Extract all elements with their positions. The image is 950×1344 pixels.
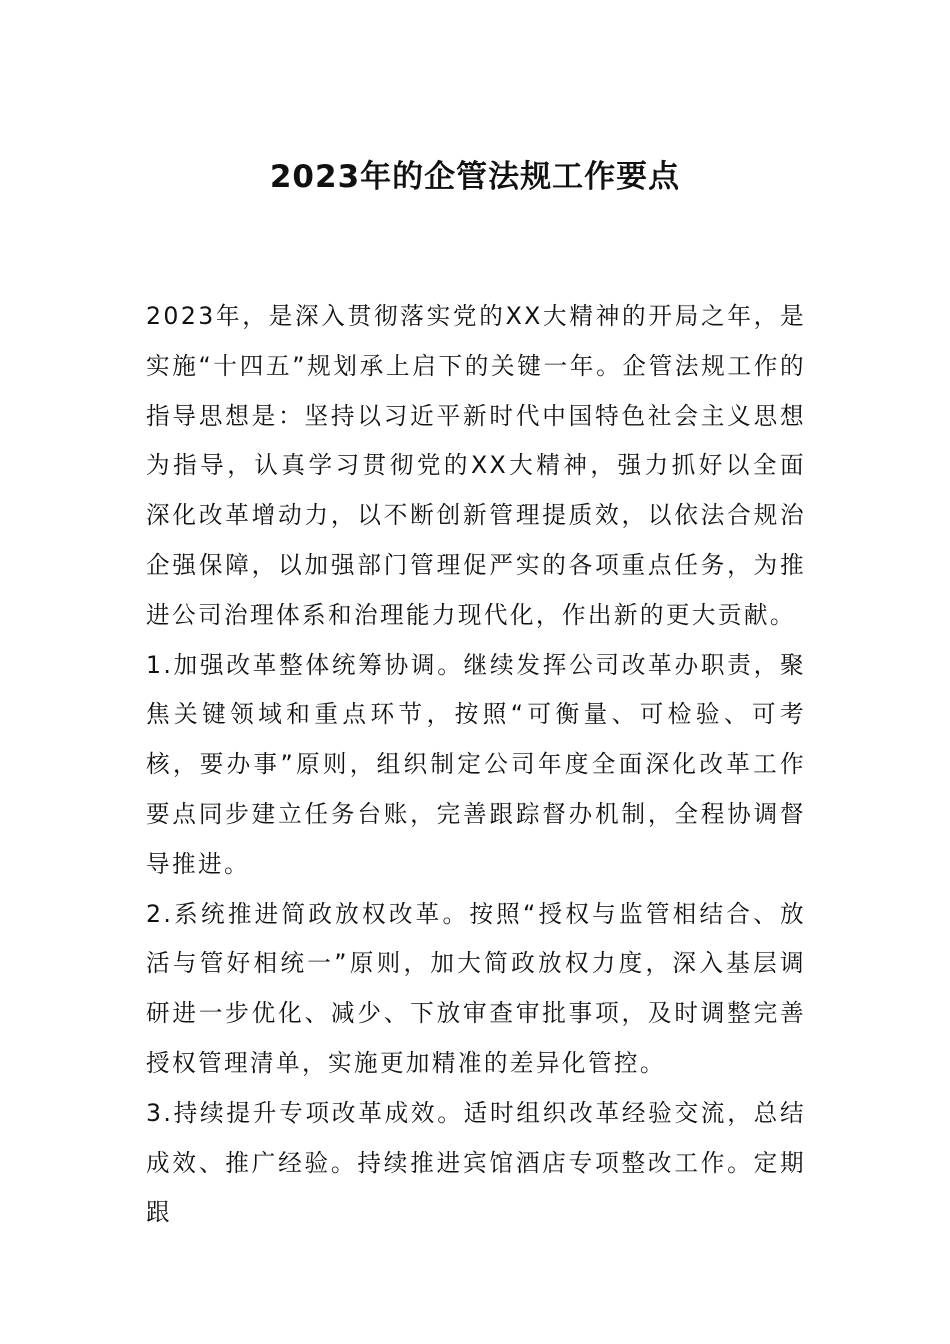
document-title: 2023年的企管法规工作要点 bbox=[269, 159, 681, 195]
item-1-paragraph: 1.加强改革整体统筹协调。继续发挥公司改革办职责，聚焦关键领域和重点环节，按照“可衡量、可检验、可考核，要办事”原则，组织制定公司年度全面深化改革工作要点同步建立任务台账，完善跟踪督办机制，全程协调督导推进。 bbox=[146, 650, 806, 878]
intro-paragraph: 2023年，是深入贯彻落实党的XX大精神的开局之年，是实施“十四五”规划承上启下的关键一年。企管法规工作的指导思想是：坚持以习近平新时代中国特色社会主义思想为指导，认真学习贯彻党的XX大精神，强力抓好以全面深化改革增动力，以不断创新管理提质效，以依法合规治企强保障，以加强部门管理促严实的各项重点任务，为推进公司治理体系和治理能力现代化，作出新的更大贡献。 bbox=[146, 302, 806, 629]
item-2-paragraph: 2.系统推进简政放权改革。按照“授权与监管相结合、放活与管好相统一”原则，加大简政放权力度，深入基层调研进一步优化、减少、下放审查审批事项，及时调整完善授权管理清单，实施更加精准的差异化管控。 bbox=[146, 899, 806, 1077]
document-body bbox=[146, 292, 806, 1238]
item-3-paragraph: 3.持续提升专项改革成效。适时组织改革经验交流，总结成效、推广经验。持续推进宾馆酒店专项整改工作。定期跟 bbox=[146, 1098, 806, 1227]
